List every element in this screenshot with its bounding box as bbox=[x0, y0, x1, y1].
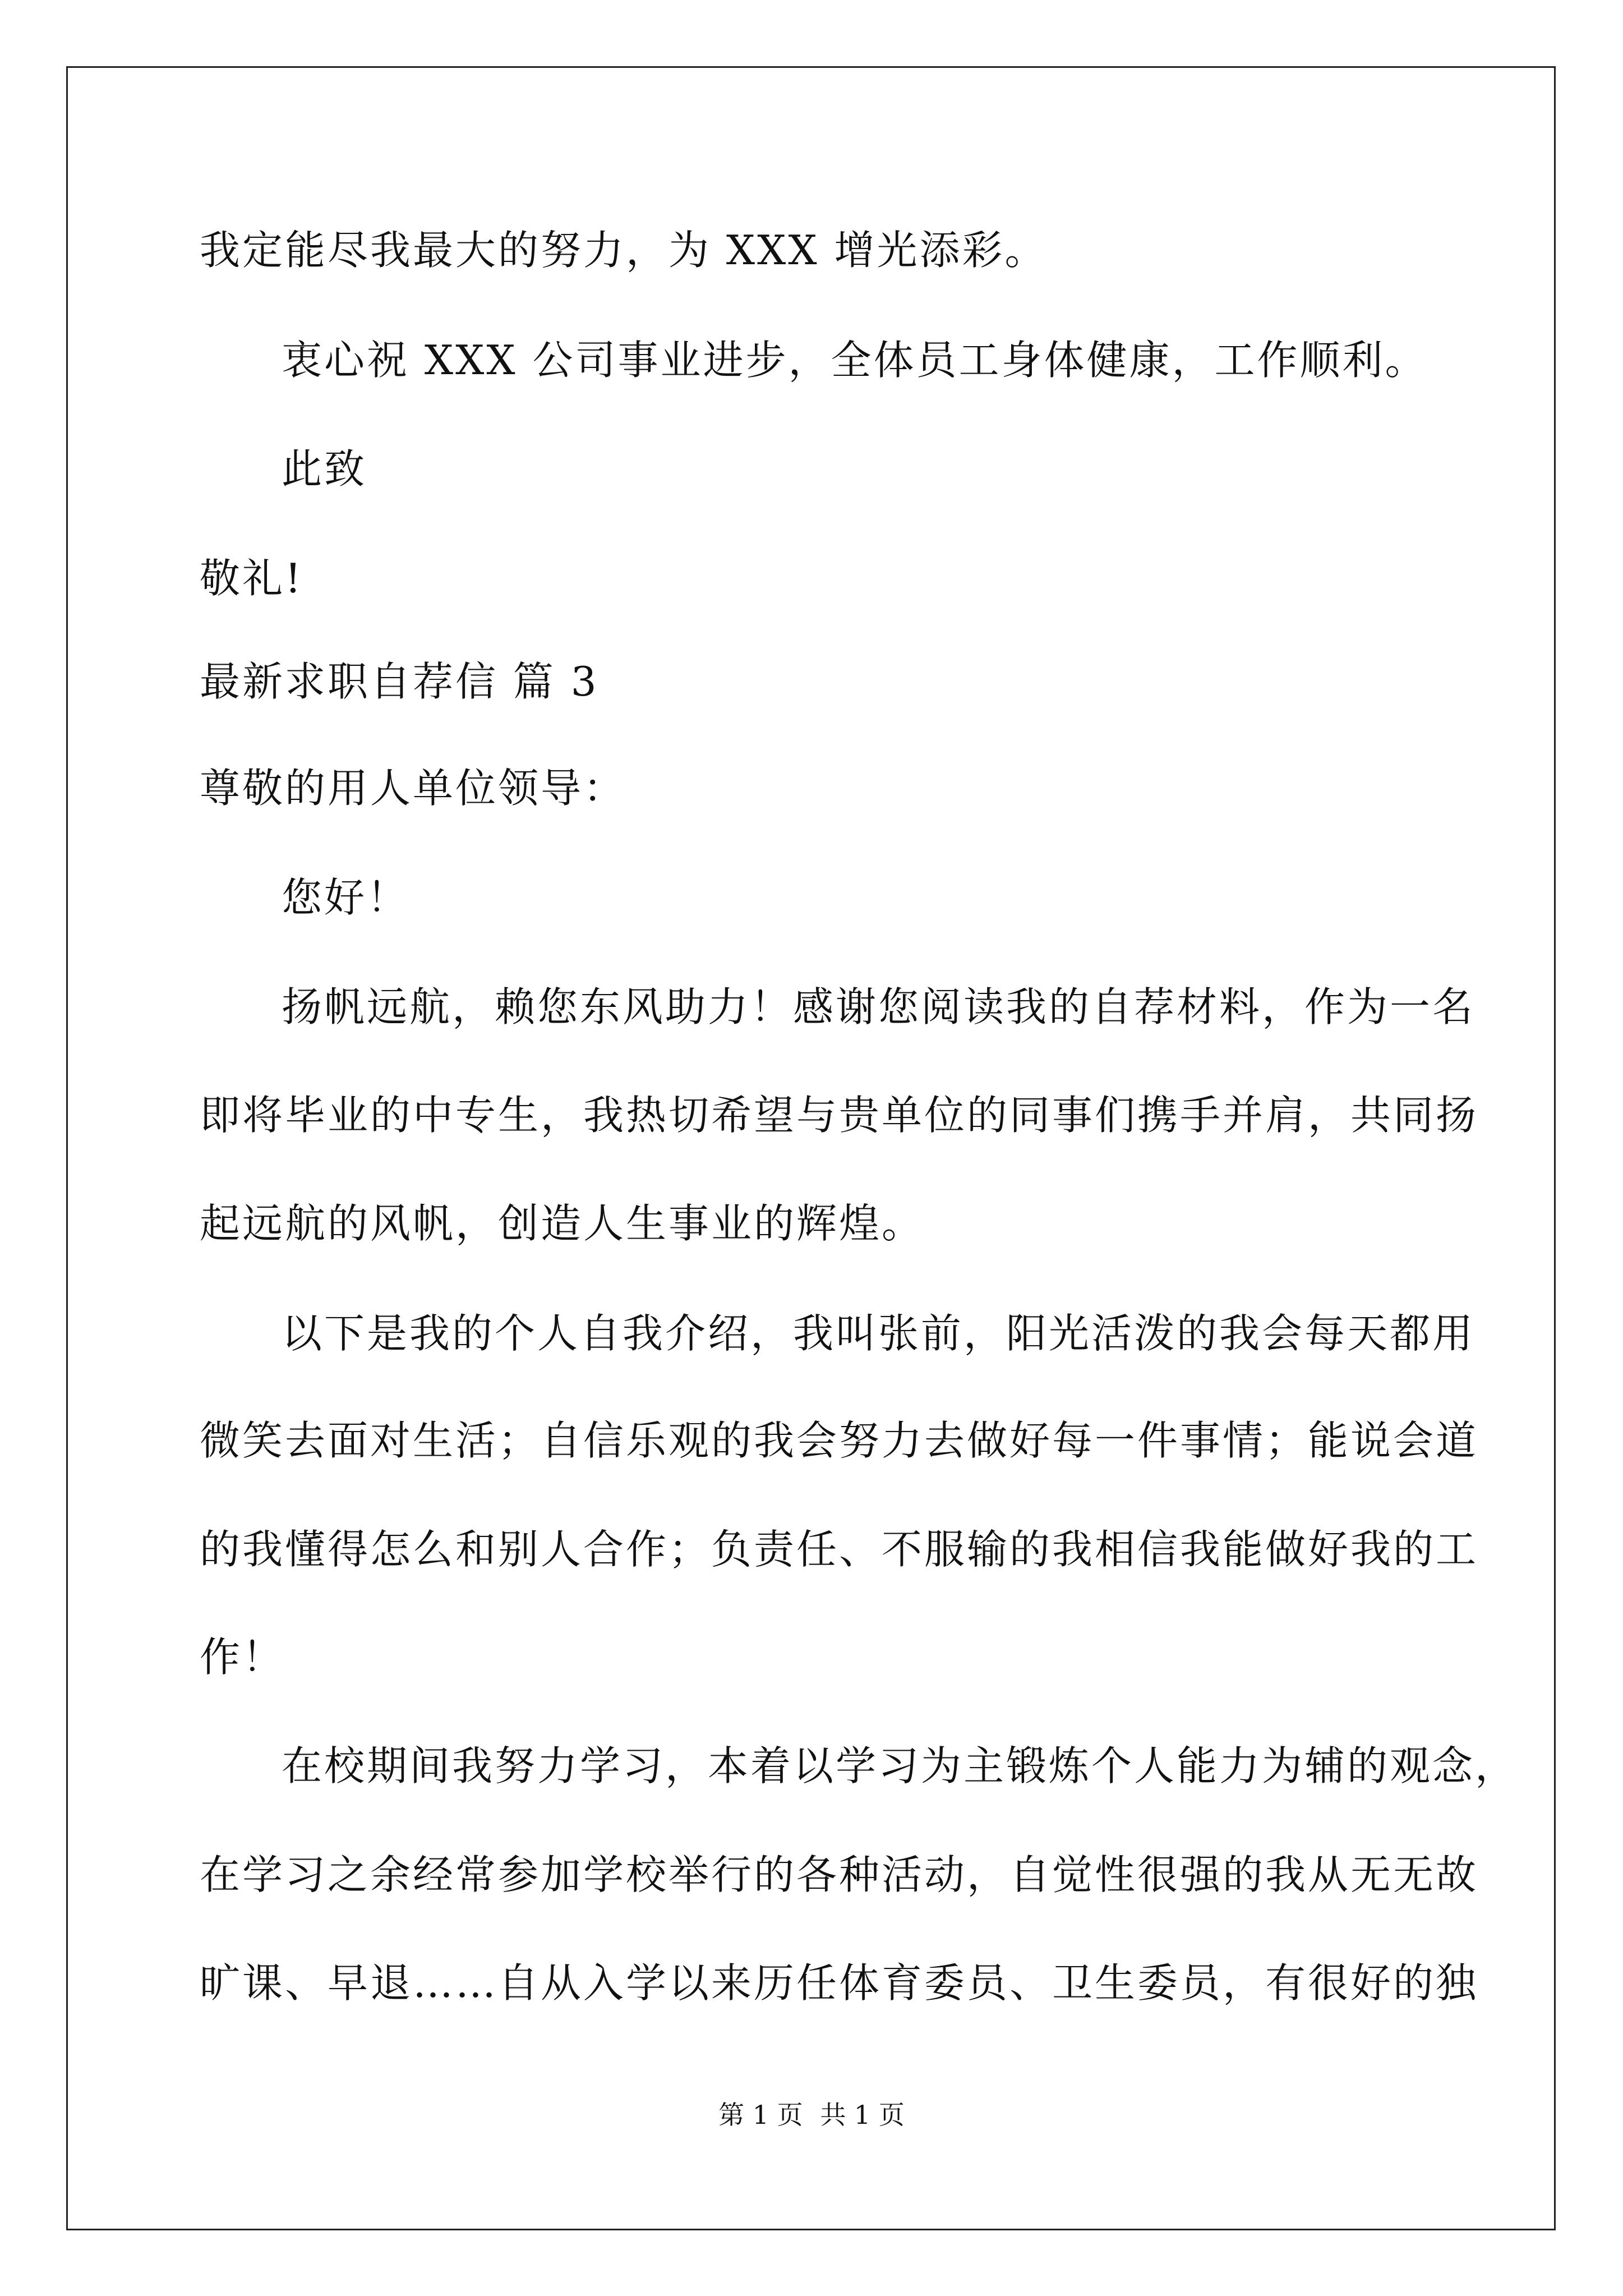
page-total: 共 1 页 bbox=[820, 2100, 905, 2130]
text-line: 此致 bbox=[282, 445, 367, 493]
text-line: 即将毕业的中专生，我热切希望与贵单位的同事们携手并肩，共同扬 bbox=[200, 1092, 1479, 1139]
text-line: 我定能尽我最大的努力，为 XXX 增光添彩。 bbox=[200, 227, 1048, 274]
text-line: 的我懂得怎么和别人合作；负责任、不服输的我相信我能做好我的工 bbox=[200, 1526, 1479, 1573]
text-line: 衷心祝 XXX 公司事业进步，全体员工身体健康，工作顺利。 bbox=[282, 337, 1428, 384]
section-heading: 最新求职自荐信 篇 3 bbox=[200, 658, 599, 705]
text-line: 在学习之余经常参加学校举行的各种活动，自觉性很强的我从无无故 bbox=[200, 1851, 1479, 1898]
greeting: 您好！ bbox=[282, 874, 410, 921]
page-footer bbox=[0, 2098, 1623, 2132]
text-line: 以下是我的个人自我介绍，我叫张前，阳光活泼的我会每天都用 bbox=[282, 1310, 1476, 1357]
text-line: 作！ bbox=[200, 1634, 285, 1681]
text-line: 扬帆远航，赖您东风助力！感谢您阅读我的自荐材料，作为一名 bbox=[282, 983, 1476, 1030]
page-number: 第 1 页 bbox=[718, 2100, 803, 2130]
text-line: 微笑去面对生活；自信乐观的我会努力去做好每一件事情；能说会道 bbox=[200, 1417, 1479, 1464]
page-border bbox=[66, 66, 1556, 2230]
text-line: 起远航的风帆，创造人生事业的辉煌。 bbox=[200, 1200, 925, 1247]
text-line: 敬礼! bbox=[200, 555, 303, 602]
text-line: 旷课、早退……自从入学以来历任体育委员、卫生委员，有很好的独 bbox=[200, 1959, 1479, 2007]
salutation: 尊敬的用人单位领导： bbox=[200, 765, 626, 812]
text-line: 在校期间我努力学习，本着以学习为主锻炼个人能力为辅的观念， bbox=[282, 1742, 1518, 1789]
